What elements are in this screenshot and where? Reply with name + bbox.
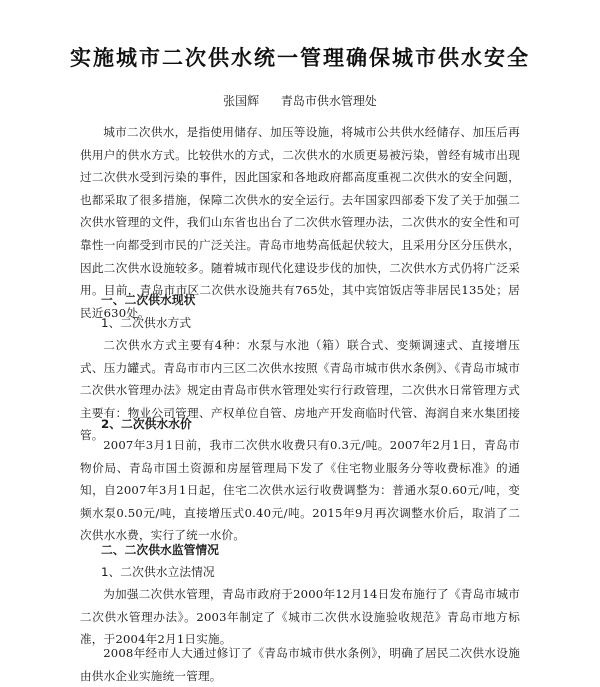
paragraph-legislation: 为加强二次供水管理，青岛市政府于2000年12月14日发布施行了《青岛市城市二次供水管理办法》。2003年制定了《城市二次供水设施验收规范》青岛市地方标准，于2004年2月1日实施。 <box>80 587 520 647</box>
author-affiliation: 青岛市供水管理处 <box>280 94 377 108</box>
byline <box>0 92 600 109</box>
document-title: 实施城市二次供水统一管理确保城市供水安全 <box>70 46 530 70</box>
section-heading-status: 一、二次供水现状 <box>101 293 196 307</box>
paragraph-regulation-revision: 2008年经市人大通过修订了《青岛市城市供水条例》，明确了居民二次供水设施由供水企业实施统一管理。 <box>80 646 520 683</box>
subheading-water-price: 2、二次供水水价 <box>101 417 192 431</box>
subheading-supply-methods: 1、二次供水方式 <box>101 316 192 330</box>
author-name: 张国辉 <box>223 94 260 108</box>
subheading-legislation: 1、二次供水立法情况 <box>101 565 215 579</box>
intro-paragraph: 城市二次供水，是指使用储存、加压等设施，将城市公共供水经储存、加压后再供用户的供水方式。比较供水的方式，二次供水的水质更易被污染，曾经有城市出现过二次供水受到污染的事件，因此国家和各地政府都高度重视二次供水的安全问题，也都采取了很多措施，保障二次供水的安全运行。去年国家四部委下发了关于加强二次供水管理的文件，我们山东省也出台了二次供水管理办法，二次供水的安全性和可靠性一向都受到市民的广泛关注。青岛市地势高低起伏较大，且采用分区分压供水，因此二次供水设施较多。随着城市现代化建设步伐的加快，二次供水方式仍将广泛采用。目前，青岛市市区二次供水设施共有765处，其中宾馆饭店等非居民135处；居民近630处。 <box>80 125 520 320</box>
paragraph-supply-methods: 二次供水方式主要有4种：水泵与水池（箱）联合式、变频调速式、直接增压式、压力罐式。青岛市市内三区二次供水按照《青岛市城市供水条例》、《青岛市城市二次供水管理办法》规定由青岛市供水管理处实行行政管理，二次供水日常管理方式主要有：物业公司管理、产权单位自管、房地产开发商临时代管、海润自来水集团接管。 <box>80 338 520 443</box>
section-heading-supervision: 二、二次供水监管情况 <box>101 543 219 557</box>
paragraph-water-price: 2007年3月1日前，我市二次供水收费只有0.3元/吨。2007年2月1日，青岛市物价局、青岛市国土资源和房屋管理局下发了《住宅物业服务分等收费标准》的通知，自2007年3月1日起，住宅二次供水运行收费调整为：普通水泵0.60元/吨，变频水泵0.50元/吨，直接增压式0.40元/吨。2015年9月再次调整水价后，取消了二次供水水费，实行了统一水价。 <box>80 438 520 543</box>
